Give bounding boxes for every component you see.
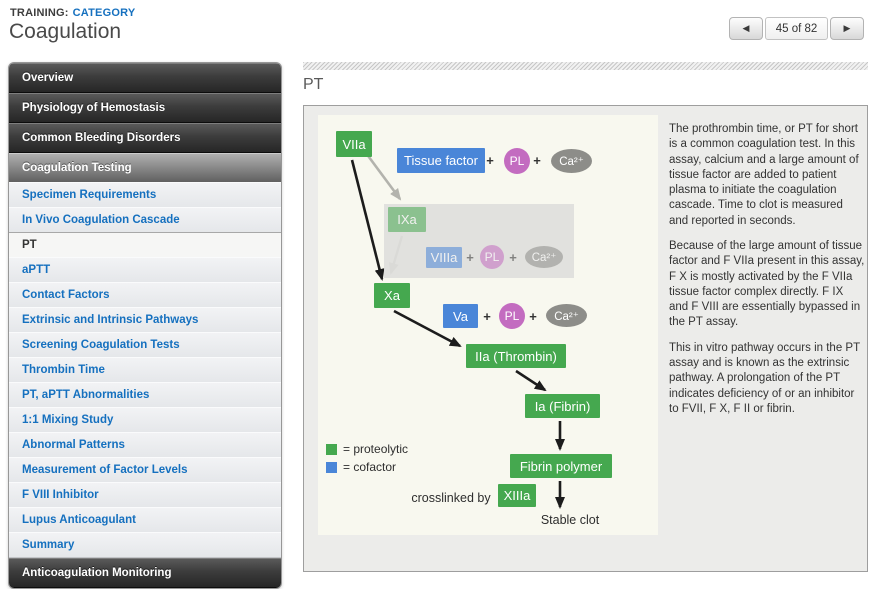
category-link[interactable]: CATEGORY (72, 7, 136, 19)
node-ca-1: Ca²⁺ (551, 149, 592, 173)
sidebar-item-in-vivo-coagulation-cascade[interactable]: In Vivo Coagulation Cascade (9, 207, 281, 233)
sidebar-item-measurement-of-factor-levels[interactable]: Measurement of Factor Levels (9, 457, 281, 483)
page-title: Coagulation (9, 20, 122, 43)
node-plus-6: + (529, 308, 537, 324)
sidebar-item-specimen-requirements[interactable]: Specimen Requirements (9, 182, 281, 208)
sidebar-item-abnormal-patterns[interactable]: Abnormal Patterns (9, 432, 281, 458)
next-page-button[interactable]: ▶ (830, 17, 864, 40)
node-xiiia: XIIIa (498, 484, 536, 507)
description-paragraph: This in vitro pathway occurs in the PT assay and is known as the extrinsic pathway. A prolongation of the PT indicates deficiency of or an inhibitor to FVII, F X, F II or fibrin. (669, 341, 860, 415)
sidebar-item-lupus-anticoagulant[interactable]: Lupus Anticoagulant (9, 507, 281, 533)
node-ixa: IXa (388, 207, 426, 232)
node-ca-3: Ca²⁺ (546, 304, 587, 327)
node-va: Va (443, 304, 478, 328)
sidebar-item-pt[interactable]: PT (9, 232, 281, 258)
node-pl-1: PL (504, 148, 530, 174)
sidebar-item-pt-aptt-abnormalities[interactable]: PT, aPTT Abnormalities (9, 382, 281, 408)
node-pl-3: PL (499, 303, 525, 329)
sidebar-item-coagulation-testing[interactable]: Coagulation Testing (9, 153, 281, 183)
breadcrumb (10, 7, 135, 19)
node-tissue-factor: Tissue factor (397, 148, 485, 173)
legend-item-proteolytic (326, 442, 408, 456)
divider-stripe (303, 62, 868, 70)
node-stable-clot: Stable clot (540, 513, 600, 527)
node-crosslinked-by: crosslinked by (411, 491, 491, 505)
coagulation-cascade-diagram (318, 115, 658, 535)
node-pl-2: PL (480, 245, 504, 269)
training-label: TRAINING: (10, 7, 69, 19)
description-paragraph: The prothrombin time, or PT for short is a common coagulation test. In this assay, calcium and a large amount of tissue factor are added to patient plasma to initiate the coagulation cascade. Time to clot is measured and reported in seconds. (669, 123, 859, 227)
node-xa: Xa (374, 283, 410, 308)
legend-swatch-icon (326, 444, 337, 455)
pager (729, 17, 864, 40)
legend-label: = cofactor (343, 460, 397, 474)
node-iia: IIa (Thrombin) (466, 344, 566, 368)
sidebar-nav (8, 62, 282, 589)
sidebar-item-anticoagulation-monitoring[interactable]: Anticoagulation Monitoring (9, 558, 281, 588)
sidebar-item-overview[interactable]: Overview (9, 63, 281, 93)
legend-label: = proteolytic (343, 442, 409, 456)
sidebar-item-extrinsic-and-intrinsic-pathways[interactable]: Extrinsic and Intrinsic Pathways (9, 307, 281, 333)
node-fibrin-polymer: Fibrin polymer (510, 454, 612, 478)
node-ia: Ia (Fibrin) (525, 394, 600, 418)
node-plus-5: + (483, 308, 491, 324)
sidebar-item-common-bleeding-disorders[interactable]: Common Bleeding Disorders (9, 123, 281, 153)
node-ca-2: Ca²⁺ (525, 246, 563, 268)
node-plus-4: + (509, 249, 517, 265)
content-heading: PT (303, 76, 324, 93)
node-plus-2: + (533, 152, 541, 168)
description-text (669, 122, 865, 427)
sidebar-item-aptt[interactable]: aPTT (9, 257, 281, 283)
sidebar-item-screening-coagulation-tests[interactable]: Screening Coagulation Tests (9, 332, 281, 358)
page-position-label: 45 of 82 (765, 17, 828, 40)
sidebar-item-f-viii-inhibitor[interactable]: F VIII Inhibitor (9, 482, 281, 508)
content-panel (303, 105, 868, 572)
sidebar-item-summary[interactable]: Summary (9, 532, 281, 558)
prev-page-button[interactable]: ◀ (729, 17, 763, 40)
sidebar-item-thrombin-time[interactable]: Thrombin Time (9, 357, 281, 383)
sidebar-item-1-1-mixing-study[interactable]: 1:1 Mixing Study (9, 407, 281, 433)
sidebar-item-contact-factors[interactable]: Contact Factors (9, 282, 281, 308)
node-plus-3: + (466, 249, 474, 265)
node-plus-1: + (486, 152, 494, 168)
legend-item-cofactor (326, 460, 396, 474)
node-viiia: VIIIa (426, 247, 462, 268)
legend-swatch-icon (326, 462, 337, 473)
description-paragraph: Because of the large amount of tissue factor and F VIIa present in this assay, F X is mostly activated by the F VIIa tissue factor complex directly. F IX and F VIII are essentially bypassed in the PT assay. (669, 239, 865, 329)
node-viia: VIIa (336, 131, 372, 157)
sidebar-item-physiology-of-hemostasis[interactable]: Physiology of Hemostasis (9, 93, 281, 123)
